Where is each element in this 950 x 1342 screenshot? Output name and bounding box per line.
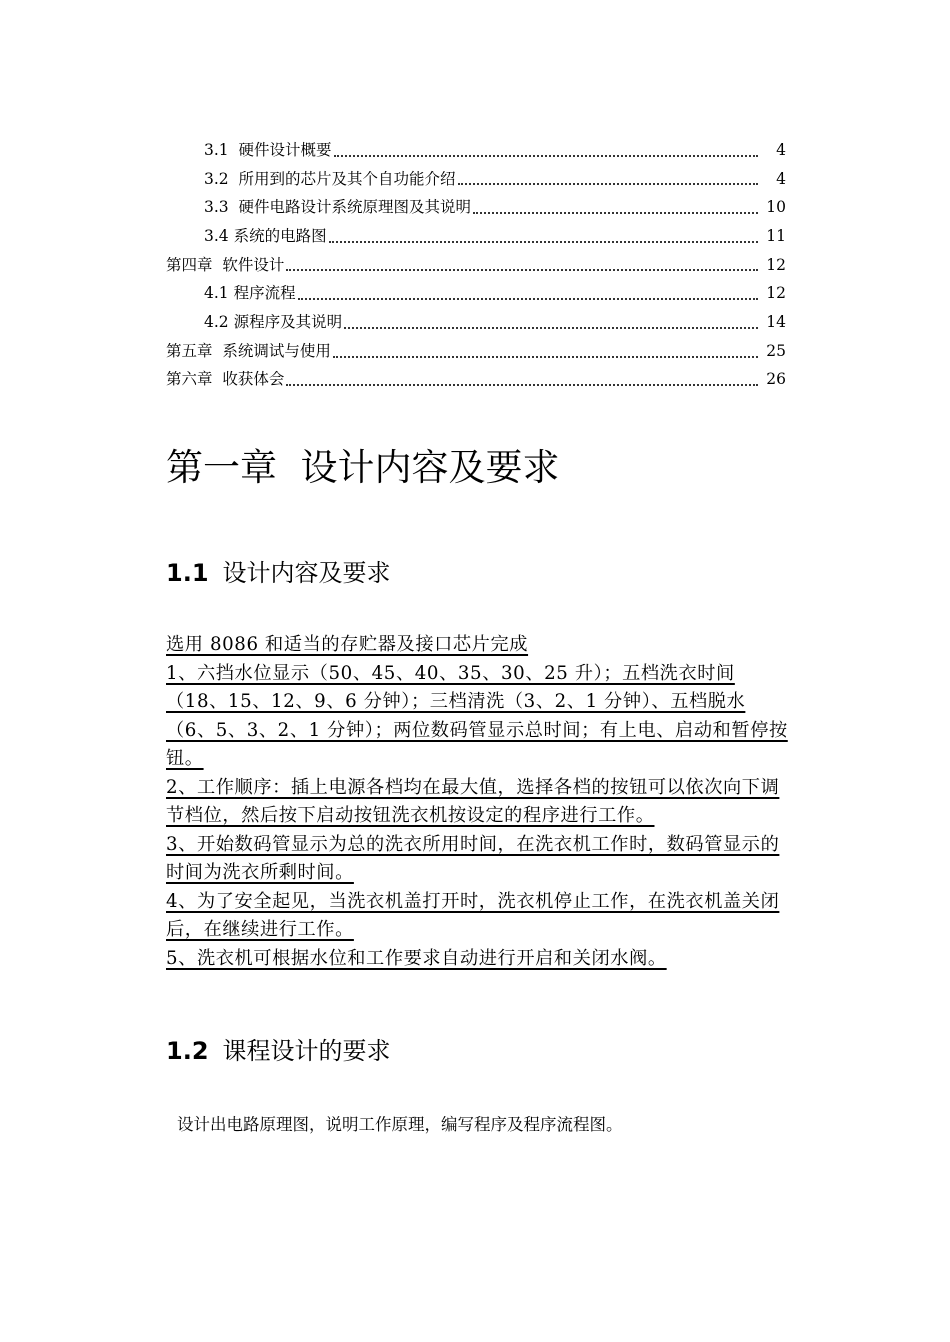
toc-entry[interactable]	[166, 193, 786, 222]
requirement-item: 3、开始数码管显示为总的洗衣所用时间，在洗衣机工作时，数码管显示的时间为洗衣所剩时间。	[166, 833, 780, 883]
toc-entry[interactable]	[166, 279, 786, 308]
toc-leader-dots	[334, 154, 758, 157]
toc-entry[interactable]	[166, 337, 786, 366]
toc-entry-page: 11	[766, 227, 786, 246]
section-title: 课程设计的要求	[222, 1037, 391, 1065]
toc-entry-title: 3.3 硬件电路设计系统原理图及其说明	[204, 198, 472, 217]
toc-entry[interactable]	[166, 222, 786, 251]
section-number: 1.2	[166, 1037, 209, 1065]
toc-leader-dots	[329, 240, 758, 243]
section-number: 1.1	[166, 559, 209, 587]
requirement-item: 4、为了安全起见，当洗衣机盖打开时，洗衣机停止工作，在洗衣机盖关闭后，在继续进行工作。	[166, 890, 780, 940]
toc-entry-page: 12	[766, 255, 786, 274]
chapter-title: 第一章 设计内容及要求	[166, 446, 560, 489]
toc-entry[interactable]	[166, 136, 786, 165]
toc-leader-dots	[286, 268, 758, 271]
requirements-intro: 选用 8086 和适当的存贮器及接口芯片完成	[166, 634, 529, 655]
toc-leader-dots	[286, 383, 758, 386]
table-of-contents	[166, 136, 786, 394]
course-design-requirement: 设计出电路原理图，说明工作原理，编写程序及程序流程图。	[177, 1115, 623, 1134]
section-heading	[166, 1033, 391, 1069]
toc-entry-title: 4.2 源程序及其说明	[204, 313, 343, 332]
toc-entry[interactable]	[166, 308, 786, 337]
toc-entry-page: 14	[766, 313, 786, 332]
toc-entry-page: 4	[776, 140, 786, 159]
toc-entry-title: 第五章 系统调试与使用	[166, 341, 331, 360]
toc-entry-title: 3.2 所用到的芯片及其个自功能介绍	[204, 169, 456, 188]
toc-entry-title: 第六章 收获体会	[166, 370, 285, 389]
section-title: 设计内容及要求	[222, 559, 391, 587]
requirement-item: 5、洗衣机可根据水位和工作要求自动进行开启和关闭水阀。	[166, 947, 667, 969]
toc-leader-dots	[333, 355, 758, 358]
toc-leader-dots	[344, 326, 758, 329]
toc-entry-page: 12	[766, 284, 786, 303]
toc-leader-dots	[298, 297, 758, 300]
toc-entry-title: 3.1 硬件设计概要	[204, 140, 332, 159]
toc-entry-title: 第四章 软件设计	[166, 255, 285, 274]
toc-entry[interactable]	[166, 251, 786, 280]
toc-entry-page: 25	[766, 341, 786, 360]
section-heading	[166, 555, 391, 591]
requirement-item: 2、工作顺序：插上电源各档均在最大值，选择各档的按钮可以依次向下调节档位，然后按下启动按钮洗衣机按设定的程序进行工作。	[166, 776, 780, 826]
toc-entry-page: 4	[776, 169, 786, 188]
design-content-requirements	[166, 631, 794, 973]
toc-entry[interactable]	[166, 366, 786, 395]
toc-leader-dots	[458, 182, 758, 185]
toc-entry-page: 26	[766, 370, 786, 389]
requirement-item: 1、六挡水位显示（50、45、40、35、30、25 升）；五档洗衣时间（18、15、12、9、6 分钟）；三档清洗（3、2、1 分钟）、五档脱水（6、5、3、2、1 分钟）；两位数码管显示总时间；有上电、启动和暂停按钮。	[166, 662, 788, 769]
toc-entry-title: 3.4 系统的电路图	[204, 227, 327, 246]
toc-entry-page: 10	[766, 198, 786, 217]
toc-entry-title: 4.1 程序流程	[204, 284, 296, 303]
toc-leader-dots	[473, 211, 758, 214]
toc-entry[interactable]	[166, 165, 786, 194]
